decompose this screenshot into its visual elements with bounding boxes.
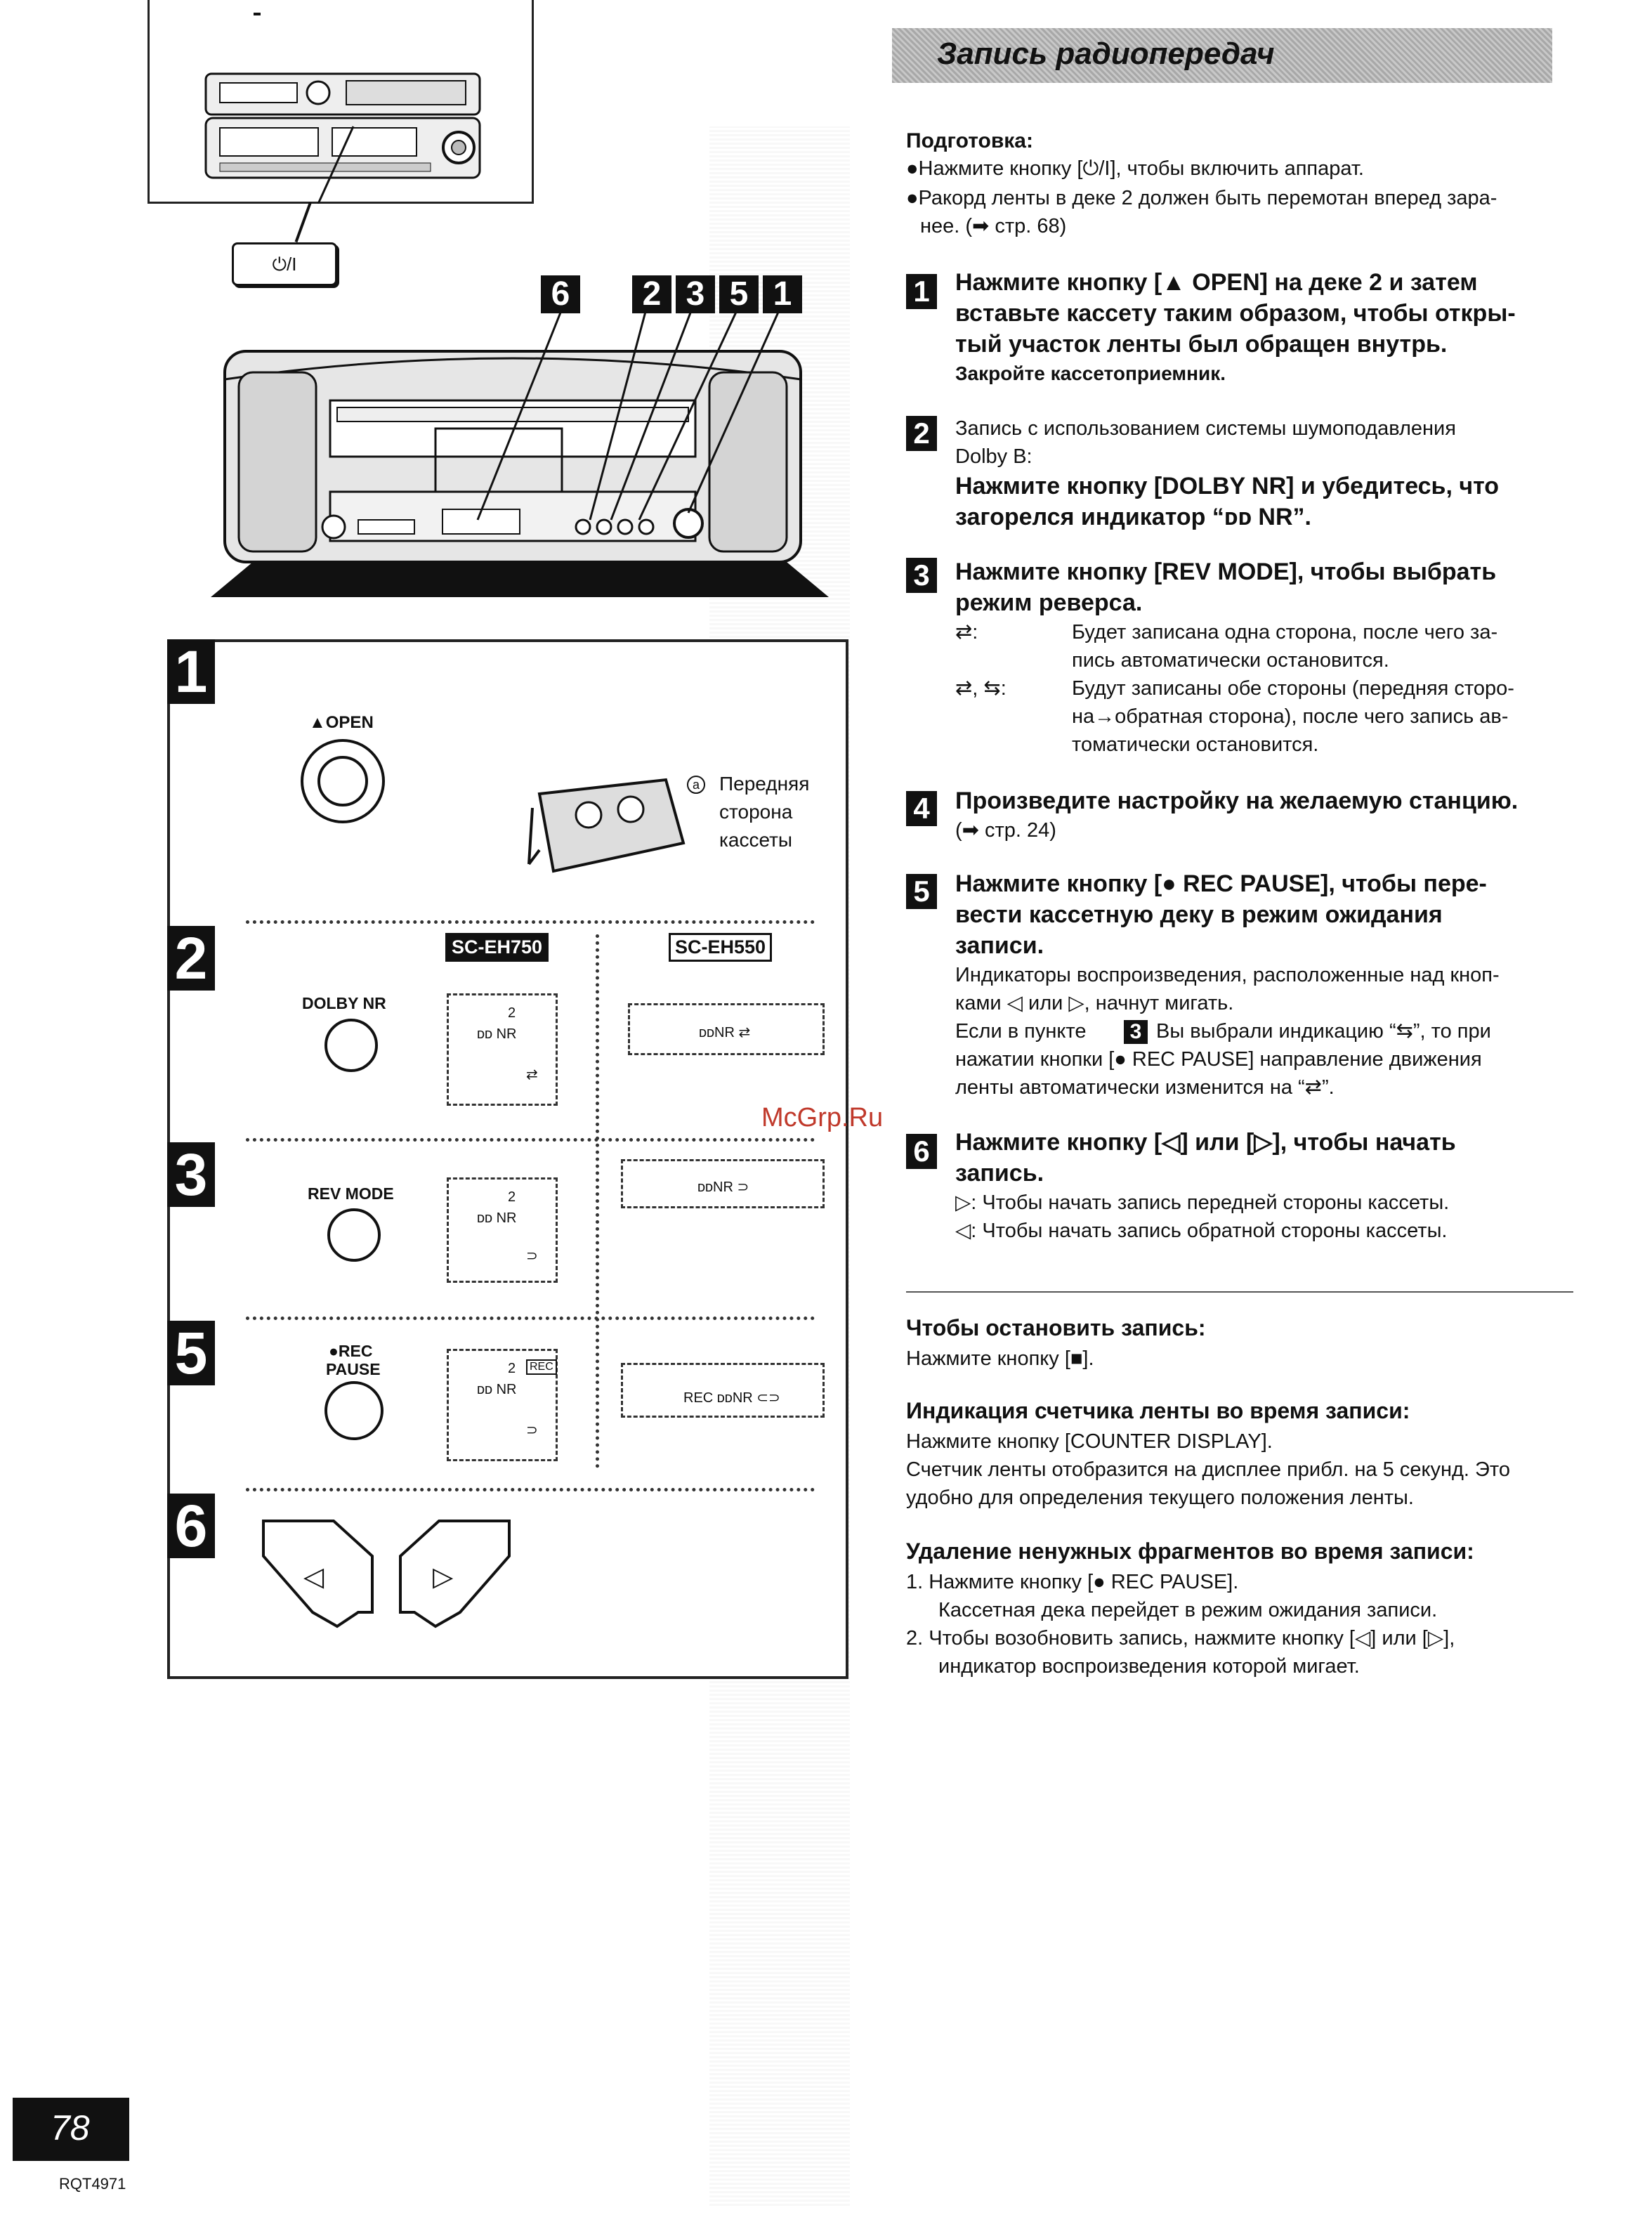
- panel-6-number: 6: [167, 1494, 215, 1558]
- rev-mode-button-label: REV MODE: [308, 1184, 394, 1203]
- prep-heading: Подготовка:: [906, 129, 1033, 152]
- divider-dots-2: [246, 1138, 815, 1142]
- step-1-line-2: вставьте кассету таким образом, чтобы откры-: [955, 300, 1516, 327]
- lcd-eh550-step3: [621, 1159, 825, 1208]
- power-callout-line: [295, 202, 312, 242]
- step-3-desc-1a: Будет записана одна сторона, после чего за-: [1072, 621, 1498, 644]
- lcd-dolby-indicator: ᴅᴅ NR: [477, 1026, 517, 1042]
- front-side-caption-2: сторона: [719, 801, 793, 823]
- step-6-line-1: Нажмите кнопку [◁] или [▷], чтобы начать: [955, 1129, 1456, 1156]
- step-3-desc-2c: томатически остановится.: [1072, 733, 1319, 756]
- lcd2-dolby-indicator: ᴅᴅNR ⊃: [697, 1180, 749, 1195]
- stop-text: Нажмите кнопку [■].: [906, 1347, 1094, 1370]
- step-2-number: 2: [906, 416, 937, 451]
- step-6-line-2: запись.: [955, 1160, 1044, 1187]
- panel-3-number: 3: [167, 1142, 215, 1207]
- step-1-line-4: Закройте кассетоприемник.: [955, 362, 1226, 384]
- step-5-number: 5: [906, 874, 937, 909]
- divider-vertical: [596, 934, 599, 1468]
- counter-line-3: удобно для определения текущего положения ленты.: [906, 1487, 1414, 1509]
- cassette-insert-icon: [525, 766, 687, 878]
- lcd-eh750-step3: [447, 1177, 558, 1283]
- lcd-eh550-step2: [628, 1003, 825, 1055]
- step-1-line-3: тый участок ленты был обращен внутрь.: [955, 331, 1448, 358]
- step-4-line-2: (➡ стр. 24): [955, 819, 1056, 842]
- divider-dots-3: [246, 1317, 815, 1320]
- lcd-dolby-indicator: ᴅᴅ NR: [477, 1210, 517, 1226]
- counter-heading: Индикация счетчика ленты во время записи:: [906, 1398, 1410, 1423]
- rec-button-label-1: ●REC: [329, 1342, 373, 1360]
- model-sc-eh550: SC-EH550: [669, 933, 772, 962]
- step-3-line-1: Нажмите кнопку [REV MODE], чтобы выбрать: [955, 558, 1497, 585]
- marker-a-text: a: [692, 778, 700, 792]
- step-4-number: 4: [906, 791, 937, 826]
- prep-line-1: ●Нажмите кнопку [⏻/I], чтобы включить аппарат.: [906, 157, 1364, 180]
- prep-line-3: нее. (➡ стр. 68): [920, 215, 1067, 237]
- reverse-play-button-icon: ◁: [303, 1562, 324, 1592]
- rec-button-label-2: PAUSE: [326, 1360, 381, 1378]
- step-6-line-3: ▷: Чтобы начать запись передней стороны кассеты.: [955, 1191, 1450, 1214]
- lcd-rev-mode-indicator: ⊃: [526, 1423, 538, 1438]
- marker-a-icon: [687, 776, 705, 794]
- counter-line-2: Счетчик ленты отобразится на дисплее прибл. на 5 секунд. Это: [906, 1458, 1510, 1481]
- step-3-desc-2a: Будут записаны обе стороны (передняя сторо-: [1072, 677, 1514, 700]
- step-2-line-1: Запись с использованием системы шумоподавления: [955, 417, 1456, 440]
- cassette-deck-illustration: [211, 309, 829, 604]
- step-5-line-6b: Вы выбрали индикацию “⇆”, то при: [1156, 1020, 1491, 1043]
- rev-mode-both-sides-icon: ⇄, ⇆:: [955, 677, 1007, 700]
- section-divider: [906, 1291, 1573, 1293]
- lcd-deck-number: 2: [508, 1005, 516, 1021]
- step-5-line-7: нажатии кнопки [● REC PAUSE] направление движения: [955, 1048, 1482, 1071]
- lcd-rev-mode-indicator: ⊃: [526, 1248, 538, 1264]
- lcd2-rec-indicator: REC ᴅᴅNR ⊂⊃: [683, 1390, 780, 1406]
- dolby-nr-button-icon: [324, 1019, 378, 1072]
- step-3-line-2: режим реверса.: [955, 589, 1143, 616]
- open-button-label: ▲OPEN: [309, 713, 374, 732]
- power-button-label: [232, 242, 337, 286]
- lcd-dolby-indicator: ᴅᴅ NR: [477, 1382, 517, 1397]
- lcd2-dolby-indicator: ᴅᴅNR ⇄: [699, 1025, 751, 1040]
- step-2-line-4: загорелся индикатор “ᴅᴅ NR”.: [955, 504, 1311, 530]
- stereo-system-illustration: [150, 0, 536, 204]
- stop-heading: Чтобы остановить запись:: [906, 1315, 1206, 1340]
- power-label-text: ⏻/I: [272, 254, 297, 275]
- step-6-line-4: ◁: Чтобы начать запись обратной стороны кассеты.: [955, 1220, 1448, 1242]
- step-3-reference-badge: 3: [1124, 1020, 1148, 1044]
- callout-6: 6: [541, 275, 580, 313]
- panel-2-number: 2: [167, 926, 215, 991]
- front-side-caption-1: Передняя: [719, 773, 810, 795]
- step-5-line-5: ками ◁ или ▷, начнут мигать.: [955, 992, 1234, 1014]
- lcd-eh550-step5: [621, 1363, 825, 1418]
- step-5-line-8: ленты автоматически изменится на “⇄”.: [955, 1076, 1335, 1099]
- step-3-desc-2b: на→обратная сторона), после чего запись ав-: [1072, 705, 1509, 728]
- step-1-line-1: Нажмите кнопку [▲ OPEN] на деке 2 и затем: [955, 269, 1478, 296]
- lcd-deck-number: 2: [508, 1361, 516, 1376]
- front-side-caption-3: кассеты: [719, 829, 793, 851]
- counter-line-1: Нажмите кнопку [COUNTER DISPLAY].: [906, 1430, 1273, 1453]
- dolby-nr-button-label: DOLBY NR: [302, 994, 386, 1012]
- page-title: Запись радиопередач: [937, 37, 1275, 71]
- page-number: 78: [51, 2108, 90, 2148]
- step-5-line-3: записи.: [955, 932, 1044, 959]
- rec-pause-button-icon: [324, 1381, 383, 1440]
- prep-line-2: ●Ракорд ленты в деке 2 должен быть перемотан вперед зара-: [906, 187, 1497, 209]
- forward-play-button-icon: ▷: [433, 1562, 454, 1592]
- callout-2: 2: [632, 275, 671, 313]
- step-2-line-3: Нажмите кнопку [DOLBY NR] и убедитесь, что: [955, 473, 1500, 499]
- delete-line-3: 2. Чтобы возобновить запись, нажмите кнопку [◁] или [▷],: [906, 1627, 1455, 1650]
- lcd-rec-indicator: REC: [526, 1359, 557, 1375]
- watermark: McGrp.Ru: [761, 1103, 884, 1132]
- stereo-thumbnail-box: [148, 0, 534, 204]
- lcd-eh750-step5: [447, 1349, 558, 1461]
- divider-dots-4: [246, 1488, 815, 1491]
- delete-line-4: индикатор воспроизведения которой мигает.: [938, 1655, 1360, 1678]
- delete-line-2: Кассетная дека перейдет в режим ожидания записи.: [938, 1599, 1438, 1621]
- callout-1: 1: [763, 275, 802, 313]
- step-1-number: 1: [906, 274, 937, 309]
- step-5-line-2: вести кассетную деку в режим ожидания: [955, 901, 1443, 928]
- step-2-line-2: Dolby B:: [955, 445, 1032, 468]
- callout-5: 5: [719, 275, 759, 313]
- step-3-desc-1b: пись автоматически остановится.: [1072, 649, 1389, 672]
- lcd-eh750-step2: [447, 993, 558, 1106]
- delete-heading: Удаление ненужных фрагментов во время записи:: [906, 1539, 1474, 1564]
- lcd-deck-number: 2: [508, 1189, 516, 1205]
- open-button-inner: [317, 756, 368, 806]
- panel-1-number: 1: [167, 639, 215, 704]
- lcd-rev-mode-indicator: ⇄: [526, 1067, 538, 1083]
- delete-line-1: 1. Нажмите кнопку [● REC PAUSE].: [906, 1571, 1239, 1593]
- callout-3: 3: [676, 275, 715, 313]
- document-code: RQT4971: [59, 2175, 126, 2193]
- step-5-line-4: Индикаторы воспроизведения, расположенные над кноп-: [955, 964, 1500, 986]
- step-6-number: 6: [906, 1134, 937, 1169]
- step-4-line-1: Произведите настройку на желаемую станцию.: [955, 788, 1519, 814]
- step-5-line-1: Нажмите кнопку [● REC PAUSE], чтобы пере-: [955, 870, 1487, 897]
- rev-mode-button-icon: [327, 1208, 381, 1262]
- rev-mode-one-side-icon: ⇄:: [955, 621, 978, 644]
- play-buttons-illustration: [260, 1514, 513, 1654]
- panel-5-number: 5: [167, 1321, 215, 1385]
- step-3-number: 3: [906, 558, 937, 593]
- model-sc-eh750: SC-EH750: [445, 933, 549, 962]
- divider-dots-1: [246, 920, 815, 924]
- step-5-line-6a: Если в пункте: [955, 1020, 1087, 1043]
